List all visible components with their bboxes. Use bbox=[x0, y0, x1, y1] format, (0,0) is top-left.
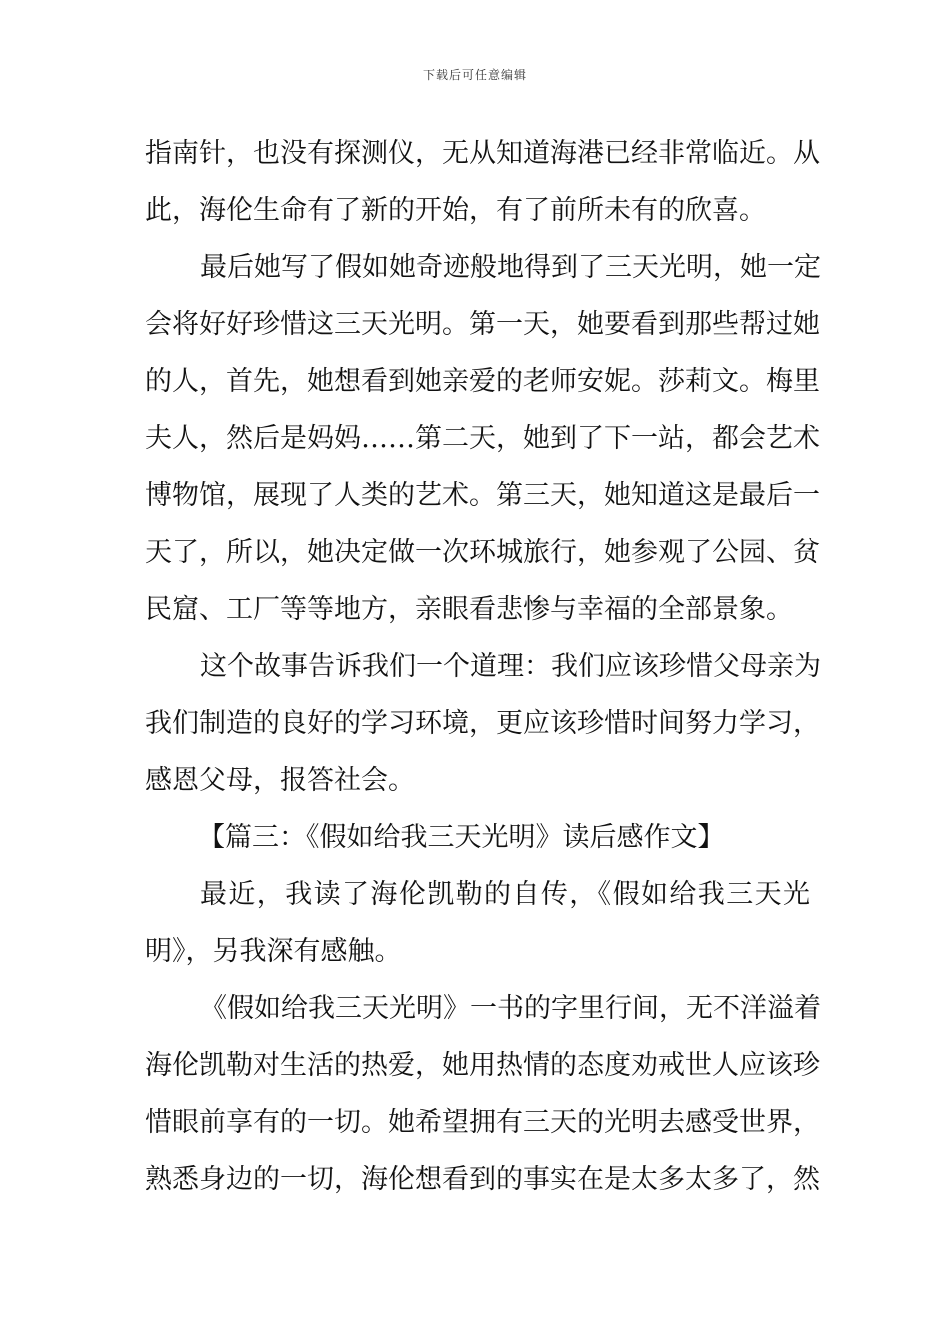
text-line: 熟悉身边的一切，海伦想看到的事实在是太多太多了，然 bbox=[145, 1164, 820, 1195]
text-line: 海伦凯勒对生活的热爱，她用热情的态度劝戒世人应该珍 bbox=[145, 1050, 820, 1081]
text-line: 感恩父母，报答社会。 bbox=[145, 765, 415, 796]
text-line: 明》，另我深有感触。 bbox=[145, 936, 402, 967]
text-line: 夫人，然后是妈妈……第二天，她到了下一站，都会艺术 bbox=[145, 423, 820, 454]
text-line: 此，海伦生命有了新的开始，有了前所未有的欣喜。 bbox=[145, 195, 766, 226]
text-line: 会将好好珍惜这三天光明。第一天，她要看到那些帮过她 bbox=[145, 309, 820, 340]
text-line: 天了，所以，她决定做一次环城旅行，她参观了公园、贫 bbox=[145, 537, 820, 568]
text-line: 惜眼前享有的一切。她希望拥有三天的光明去感受世界， bbox=[145, 1107, 820, 1138]
text-line: 这个故事告诉我们一个道理：我们应该珍惜父母亲为 bbox=[200, 651, 821, 682]
text-line: 的人，首先，她想看到她亲爱的老师安妮。莎莉文。梅里 bbox=[145, 366, 820, 397]
text-line: 我们制造的良好的学习环境，更应该珍惜时间努力学习， bbox=[145, 708, 820, 739]
text-line: 最后她写了假如她奇迹般地得到了三天光明，她一定 bbox=[200, 252, 821, 283]
text-line: 《假如给我三天光明》一书的字里行间，无不洋溢着 bbox=[200, 993, 821, 1024]
text-line: 博物馆，展现了人类的艺术。第三天，她知道这是最后一 bbox=[145, 480, 820, 511]
text-line: 指南针，也没有探测仪，无从知道海港已经非常临近。从 bbox=[145, 138, 820, 169]
page-header-note: 下载后可任意编辑 bbox=[422, 68, 527, 82]
text-line: 最近，我读了海伦凯勒的自传，《假如给我三天光 bbox=[200, 879, 810, 910]
section-heading: 【篇三：《假如给我三天光明》读后感作文】 bbox=[198, 822, 725, 853]
text-line: 民窟、工厂等等地方，亲眼看悲惨与幸福的全部景象。 bbox=[145, 594, 793, 625]
